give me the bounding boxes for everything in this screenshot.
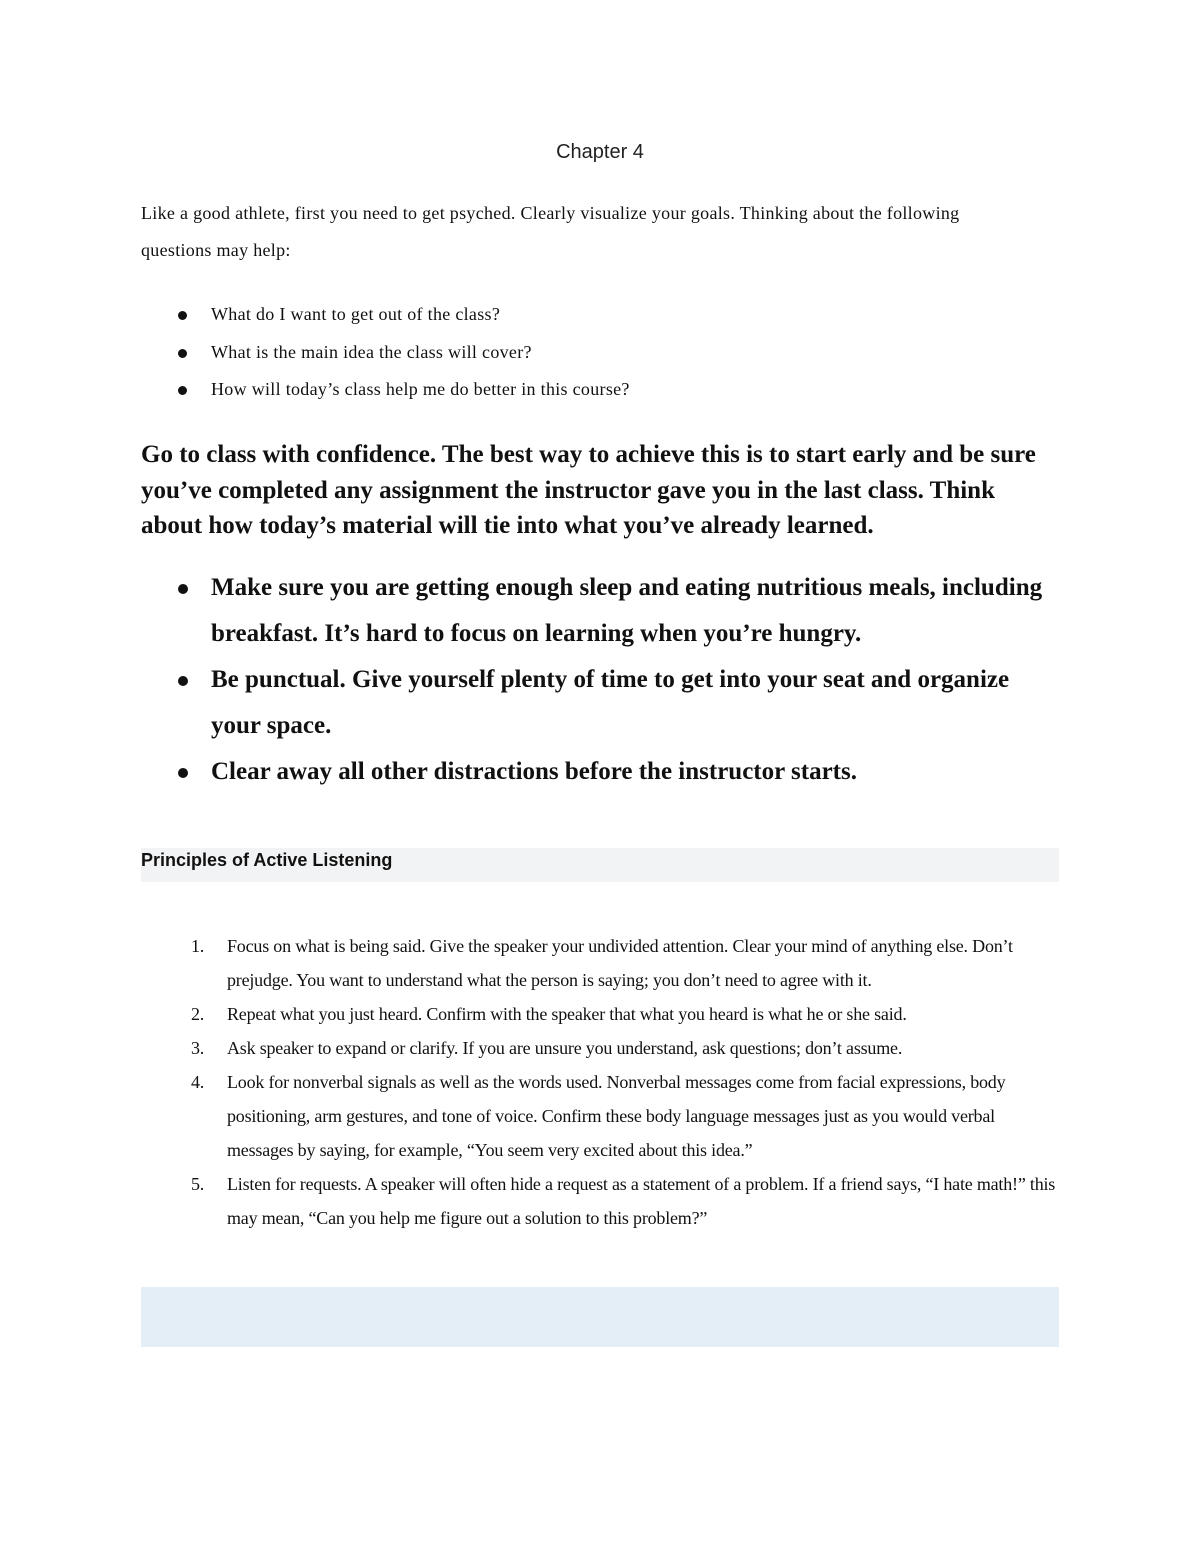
question-list — [141, 296, 1021, 409]
list-item-text: Listen for requests. A speaker will often hide a request as a statement of a problem. If a friend says, “I hate math!” this may mean, “Can you help me figure out a solution to this problem?” — [227, 1174, 1056, 1228]
list-item-text: Be punctual. Give yourself plenty of time to get into your seat and organize your space. — [211, 666, 1010, 739]
list-item — [141, 749, 1061, 795]
list-number: 1. — [191, 936, 205, 956]
tips-list — [141, 565, 1061, 795]
list-item-text: What is the main idea the class will cover? — [211, 341, 532, 362]
list-number: 4. — [191, 1072, 205, 1092]
list-item — [141, 334, 1021, 372]
confidence-paragraph: Go to class with confidence. The best way to achieve this is to start early and be sure you’ve completed any assignment the instructor gave you in the last class. Think about how today’s material will tie into what you’ve already learned. — [141, 441, 1036, 539]
list-item-text: Clear away all other distractions before the instructor starts. — [211, 758, 857, 785]
bullet-icon — [178, 768, 188, 778]
list-item-text: What do I want to get out of the class? — [211, 304, 501, 324]
list-item — [141, 565, 1061, 657]
list-item — [141, 997, 1059, 1031]
list-item-text: Repeat what you just heard. Confirm with the speaker that what you heard is what he or she said. — [227, 1004, 907, 1024]
bullet-icon — [178, 676, 188, 686]
list-item — [141, 1031, 1059, 1065]
bullet-icon — [178, 584, 188, 594]
callout-box — [141, 1287, 1059, 1347]
list-item — [141, 1167, 1059, 1235]
list-item-text: Make sure you are getting enough sleep and eating nutritious meals, including breakfast. It’s hard to focus on learning when you’re hungry. — [211, 574, 1043, 647]
list-number: 2. — [191, 1004, 205, 1024]
list-item — [141, 929, 1059, 997]
list-item-text: Focus on what is being said. Give the speaker your undivided attention. Clear your mind of anything else. Don’t prejudge. You want to understand what the person is saying; you don’t need to agree with it. — [227, 936, 1013, 990]
list-number: 3. — [191, 1038, 205, 1058]
list-item-text: Look for nonverbal signals as well as the words used. Nonverbal messages come from facial expressions, body positioning, arm gestures, and tone of voice. Confirm these body language messages just as you would verbal messages by saying, for example, “You seem very excited about this idea.” — [227, 1072, 1006, 1160]
principles-list — [141, 929, 1059, 1235]
list-item — [141, 371, 1021, 409]
list-item — [141, 657, 1061, 749]
list-item-text: Ask speaker to expand or clarify. If you are unsure you understand, ask questions; don’t assume. — [227, 1038, 903, 1058]
list-number: 5. — [191, 1174, 205, 1194]
list-item — [141, 1065, 1059, 1167]
intro-paragraph: Like a good athlete, first you need to get psyched. Clearly visualize your goals. Thinking about the following questions may help: — [141, 203, 960, 260]
section-heading: Principles of Active Listening — [141, 850, 393, 870]
bullet-icon — [178, 386, 187, 395]
bullet-icon — [178, 349, 187, 358]
list-item-text: How will today’s class help me do better in this course? — [211, 379, 630, 399]
chapter-title: Chapter 4 — [556, 141, 644, 163]
list-item — [141, 296, 1021, 334]
bullet-icon — [178, 311, 187, 320]
